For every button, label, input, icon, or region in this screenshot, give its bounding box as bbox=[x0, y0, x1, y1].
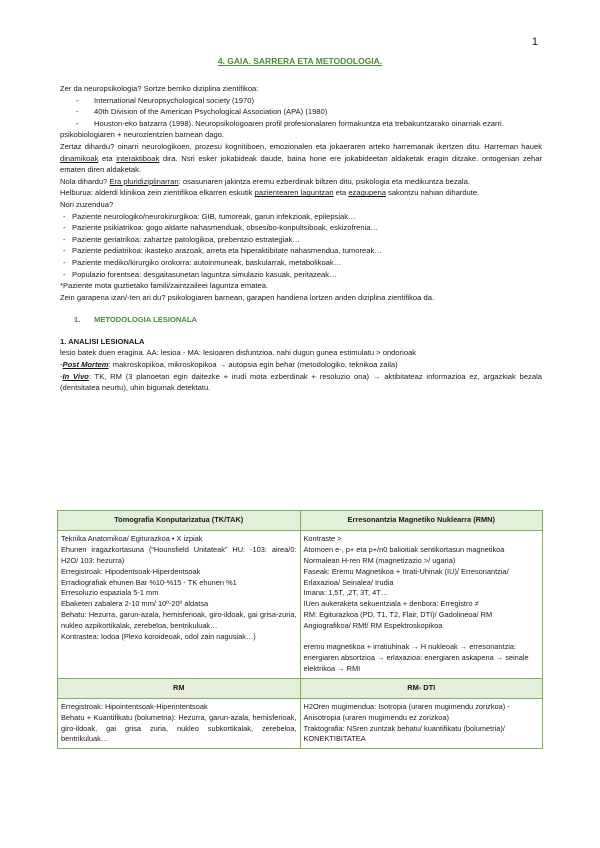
nori-question: Nori zuzendua? bbox=[60, 199, 114, 209]
list-item: - International Neuropsychological society (1970) bbox=[60, 95, 542, 107]
document-body bbox=[60, 83, 542, 394]
table-header: RM bbox=[58, 678, 301, 698]
intro-question: Zer da neuropsikologia? Sortze berriko diziplina zientifikoa: bbox=[60, 84, 259, 93]
postmortem-line: -Post Mortem: makroskopikoa, mikroskopikoa → autopsia egin behar (metodologiko, teknikoa zaila) bbox=[60, 360, 398, 370]
table-header-row bbox=[58, 511, 543, 531]
zertaz-paragraph: Zertaz dihardu? oinarri neurologikoen, prozesu kognitiboen, emozionalen eta jokaeraren arteko harremanak ikertzen ditu. Harreman hauek dinamikoak eta interaktiboak dira. Nsri esker jokabideak daude, baina hone ere jokabideetan aldaketak eragin ditzake. ontogenian zehar ematen diren aldaketak. bbox=[60, 141, 543, 175]
table-header: Erresonantzia Magnetiko Nuklearra (RMN) bbox=[300, 511, 543, 531]
rm-dti-cell: H2Oren mugimendua: Isotropia (uraren mugimendu zorizkoa) - Anisotropia (uraren mugimendu ez zorizkoa) Traktografia: NSren zuntzak behatu/ kuantifikatu (bolumetria)/ KONEKTIBITATEA bbox=[300, 698, 543, 749]
list-item: - Paziente pediatrikoa: ikasteko arazoak, arreta eta hiperaktibitate nahasmendua, tumoreak… bbox=[60, 245, 542, 257]
rm-cell: Erregistroak: Hipointentsoak-Hiperintentsoak Behatu + Kuantifikatu (bolumetria): Hezurra, garun-azala, hemisferioak, giro-ildoak, gai grisa zuria, nukleo subkortikalak, zerebeloa, bentrikuluak… bbox=[58, 698, 301, 749]
tk-cell: Teknika Anatomikoa/ Egiturazkoa • X izpiak Ehunen iragazkortasuna (“Hounsfield Unitateak” HU: -103: airea/0: H2O/ 103: hezurra) Erregistroak: Hipodentsoak-Hiperdentsoak Erradiografiak ehunen Bar %10-%15 - TK ehunen %1 Erresoluzio espaziala 5-1 mm Ebaketen zabalera 2-10 mm/ 10º-20º aldatsa Behatu: Hezurra, garun-azala, hemisferioak, giro-ildoak, gai grisa-zuria, nukleo azpikortikalak, zerebeloa, bentrikuluak… Kontrastea: Iodoa (Plexo koroideoak, odol zain nagusiak…) bbox=[58, 530, 301, 678]
table-header-row bbox=[58, 678, 543, 698]
list-item: - Paziente psikiatrikoa: gogo aldarte nahasmenduak, obsesibo-konpultsiboak, eskizofrenia… bbox=[60, 222, 542, 234]
table-row bbox=[58, 530, 543, 678]
list-item: - Houston-eko batzarra (1998). Neuropsikologoaren profil profesionalaren formakuntza eta trebakuntzarako oinarriak ezarri. bbox=[60, 118, 542, 130]
list-item: - Populazio forentsea: desgaitasunetan laguntza simulazio kasuak, peritazeak… bbox=[60, 269, 542, 281]
note: *Paziente mota guztietako famili/zaintzaileei laguntza ematea. bbox=[60, 281, 269, 291]
section-heading: 1. METODOLOGIA LESIONALA bbox=[74, 315, 197, 325]
list-item: - Paziente geriatrikoa: zahartze patologikoa, prebentzio estrategiak… bbox=[60, 234, 542, 246]
invivo-line: -In Vivo: TK, RM (3 planoetan egin daitezke + irudi mota ezberdinak + resoluzio ona) → aktibitateaz informazioa ez, argazkiak bezala (dentsitatea neurtu), uhin biguinak detektatu. bbox=[60, 371, 542, 393]
intro-list bbox=[60, 95, 542, 130]
table-header: RM- DTI bbox=[300, 678, 543, 698]
page-title: 4. GAIA. SARRERA ETA METODOLOGIA. bbox=[217, 56, 383, 66]
nori-list bbox=[60, 211, 542, 281]
zein-garapena: Zein garapena izan/-ten ari du? psikologiaren barnean, garapen handiena lortzen ariden diziplina zientifikoa da. bbox=[60, 292, 435, 302]
table-row bbox=[58, 698, 543, 749]
list-item: - Paziente neurologiko/neurokirurgikoa: GIB, tumoreak, garun infekzioak, epilepsiak… bbox=[60, 211, 542, 223]
nola-paragraph: Nola dihardu? Era pluridiziplinarran: osasunaren jakintza eremu ezberdinak biltzen ditu, psikologia eta medikuntza bezala. bbox=[60, 176, 470, 186]
table-header: Tomografia Konputarizatua (TK/TAK) bbox=[58, 511, 301, 531]
list-item: - Paziente mediko/kirurgiko orokorra: autoinmuneak, baskularrak, metabolikoak… bbox=[60, 257, 542, 269]
helburua-paragraph: Helburua: alderdi klinikoa zein zientifikoa elkarren eskutik pazientearen laguntzan eta ezagupena sakontzu nahian dihardute. bbox=[60, 188, 480, 198]
lesio-line: lesio batek duen eragina. AA: lesioa - MA: lesioaren disfuntzioa. nahi dugun gunea estimulatu > ondorioak bbox=[60, 348, 417, 358]
rmn-cell: Kontraste > Atomoen e-, p+ eta p+/n0 balioitiak sentikortasun magnetikoa Normalean H-ren RM (magnetizazio >/ ugaria) Faseak: Eremu Magnetikoa + Irrati-Uhinak (IU)/ Erresonantzia/ Erlaxazioa/ Seinalea/ Irudia Imana: 1,5T, ,2T, 3T, 4T… IUen aukeraketa sekuentziala + denbora: Erregistro ≠ RM: Egiturazkoa (PD, T1, T2, Flair, DTI)/ Gadolineoa/ RM Angiografikoa/ RMf/ RM Espektroskopikoa eremu magnetikoa + irratiuhinak → H nukleoak → erresonantzia: energiaren absortzioa → erlaxazioa: energiaren askapena → seinale elektrikoa → RMI bbox=[300, 530, 543, 678]
imaging-table bbox=[57, 510, 543, 749]
subsection-heading: 1. ANALISI LESIONALA bbox=[60, 336, 145, 346]
list-item: - 40th Division of the American Psychological Association (APA) (1980) bbox=[60, 106, 542, 118]
psycho-line: psikobiologiaren + neurozientzien barnean dago. bbox=[60, 130, 225, 140]
page-number: 1 bbox=[531, 36, 538, 48]
